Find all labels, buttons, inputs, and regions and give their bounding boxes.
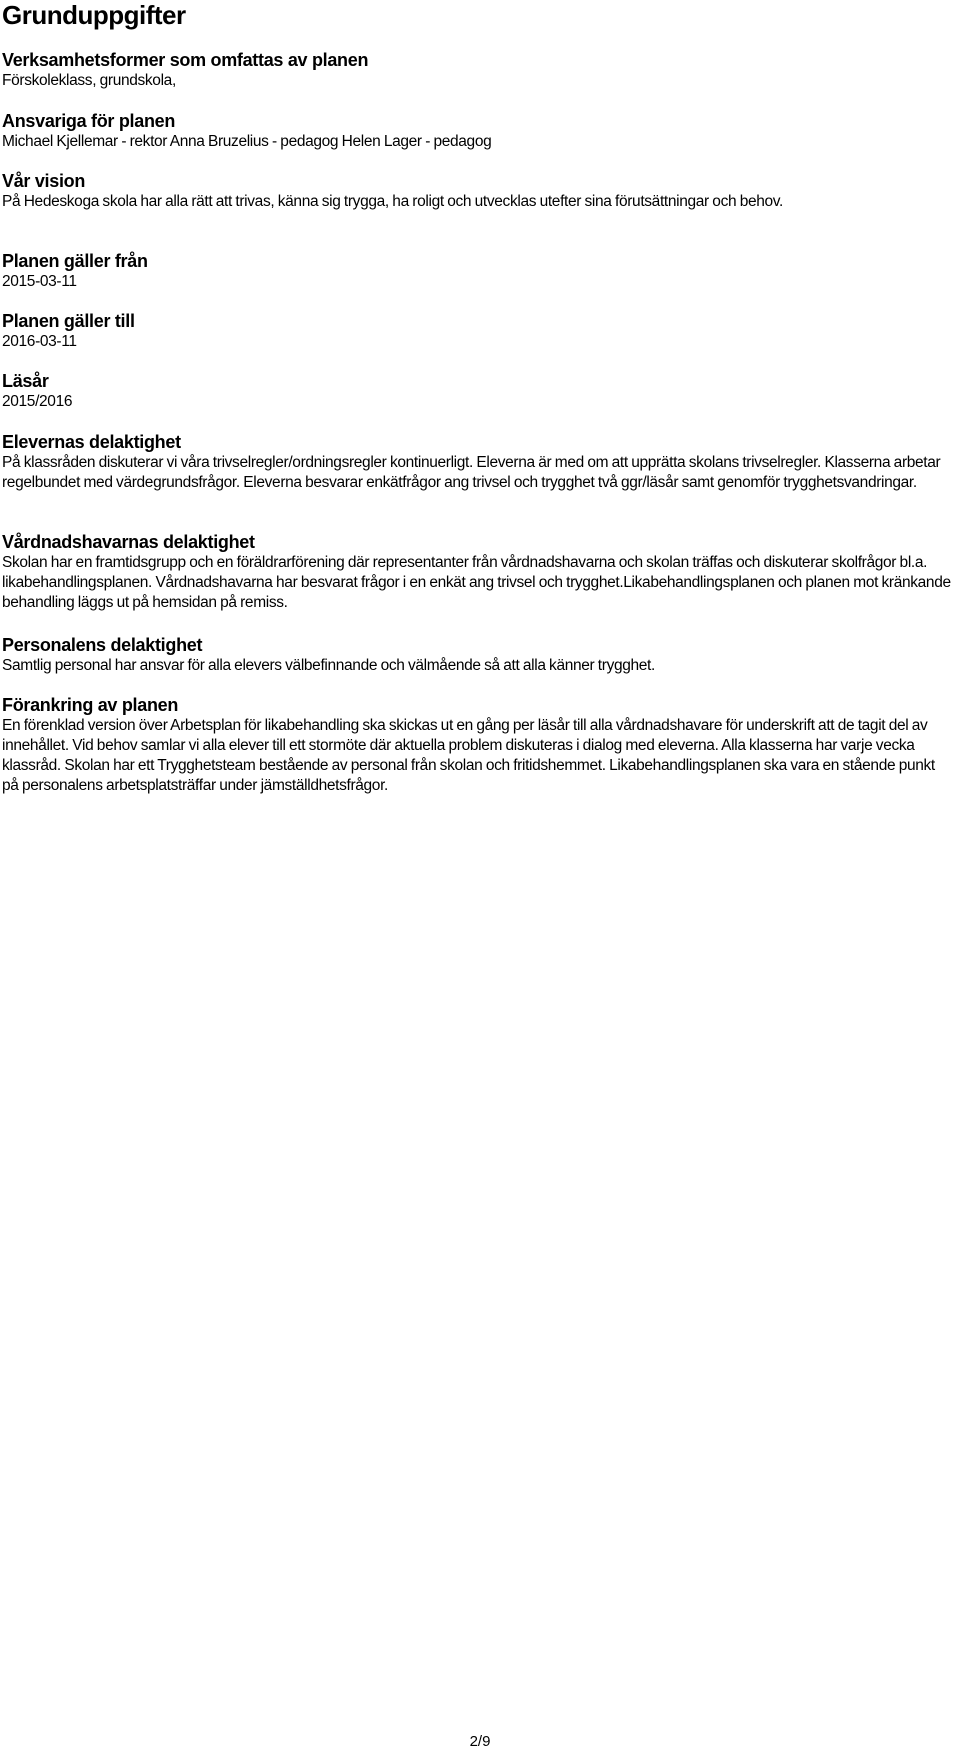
section-personalens-delaktighet bbox=[0, 634, 956, 676]
section-body: En förenklad version över Arbetsplan för likabehandling ska skickas ut en gång per läsår till alla vårdnadshavare för underskrift att de tagit del av innehållet. Vid behov samlar vi alla elever till ett stormöte där aktuella problem diskuteras i dialog med eleverna. Alla klasserna har varje vecka klassråd. Skolan har ett Trygghetsteam bestående av personal från skolan och fritidshemmet. Likabehandlingsplanen ska vara en stående punkt på personalens arbetsplatsträffar under jämställdhetsfrågor. bbox=[2, 717, 935, 794]
page-number: 2/9 bbox=[469, 1733, 491, 1750]
section-body: 2015-03-11 bbox=[2, 273, 77, 290]
document-page bbox=[0, 0, 960, 794]
section-body: Michael Kjellemar - rektor Anna Bruzelius - pedagog Helen Lager - pedagog bbox=[2, 133, 492, 150]
section-body: 2015/2016 bbox=[2, 393, 73, 410]
section-heading: Personalens delaktighet bbox=[2, 635, 203, 655]
section-planen-galler-till bbox=[0, 310, 139, 352]
section-body: 2016-03-11 bbox=[2, 333, 77, 350]
section-body: Förskoleklass, grundskola, bbox=[2, 72, 176, 89]
page-title: Grunduppgifter bbox=[2, 0, 186, 30]
section-ansvariga bbox=[0, 110, 495, 152]
section-vardnadshavarnas-delaktighet bbox=[0, 531, 956, 613]
section-verksamhetsformer bbox=[0, 49, 372, 91]
section-heading: Läsår bbox=[2, 371, 49, 391]
section-heading: Planen gäller till bbox=[2, 311, 135, 331]
section-elevernas-delaktighet bbox=[0, 431, 956, 493]
section-heading: Elevernas delaktighet bbox=[2, 432, 181, 452]
section-body: På Hedeskoga skola har alla rätt att trivas, känna sig trygga, ha roligt och utvecklas utefter sina förutsättningar och behov. bbox=[2, 193, 783, 210]
section-body: Samtlig personal har ansvar för alla elevers välbefinnande och välmående så att alla känner trygghet. bbox=[2, 657, 655, 674]
section-heading: Ansvariga för planen bbox=[2, 111, 176, 131]
section-heading: Vårdnadshavarnas delaktighet bbox=[2, 532, 255, 552]
section-var-vision bbox=[0, 170, 787, 212]
section-heading: Förankring av planen bbox=[2, 695, 179, 715]
section-heading: Verksamhetsformer som omfattas av planen bbox=[2, 50, 369, 70]
section-body: Skolan har en framtidsgrupp och en föräldrarförening där representanter från vårdnadshavarna och skolan träffas och diskuterar skolfrågor bl.a. likabehandlingsplanen. Vårdnadshavarna har besvarat frågor i en enkät ang trivsel och trygghet.Likabehandlingsplanen och planen mot kränkande behandling läggs ut på hemsidan på remiss. bbox=[2, 554, 951, 611]
section-heading: Planen gäller från bbox=[2, 251, 148, 271]
section-heading: Vår vision bbox=[2, 171, 86, 191]
section-body: På klassråden diskuterar vi våra trivselregler/ordningsregler kontinuerligt. Eleverna är med om att upprätta skolans trivselregler. Klasserna arbetar regelbundet med värdegrundsfrågor. Eleverna besvarar enkätfrågor ang trivsel och trygghet två ggr/läsår samt genomför trygghetsvandringar. bbox=[2, 454, 941, 491]
section-forankring-av-planen bbox=[0, 694, 956, 796]
section-planen-galler-fran bbox=[0, 250, 152, 292]
section-lasar bbox=[0, 370, 76, 412]
